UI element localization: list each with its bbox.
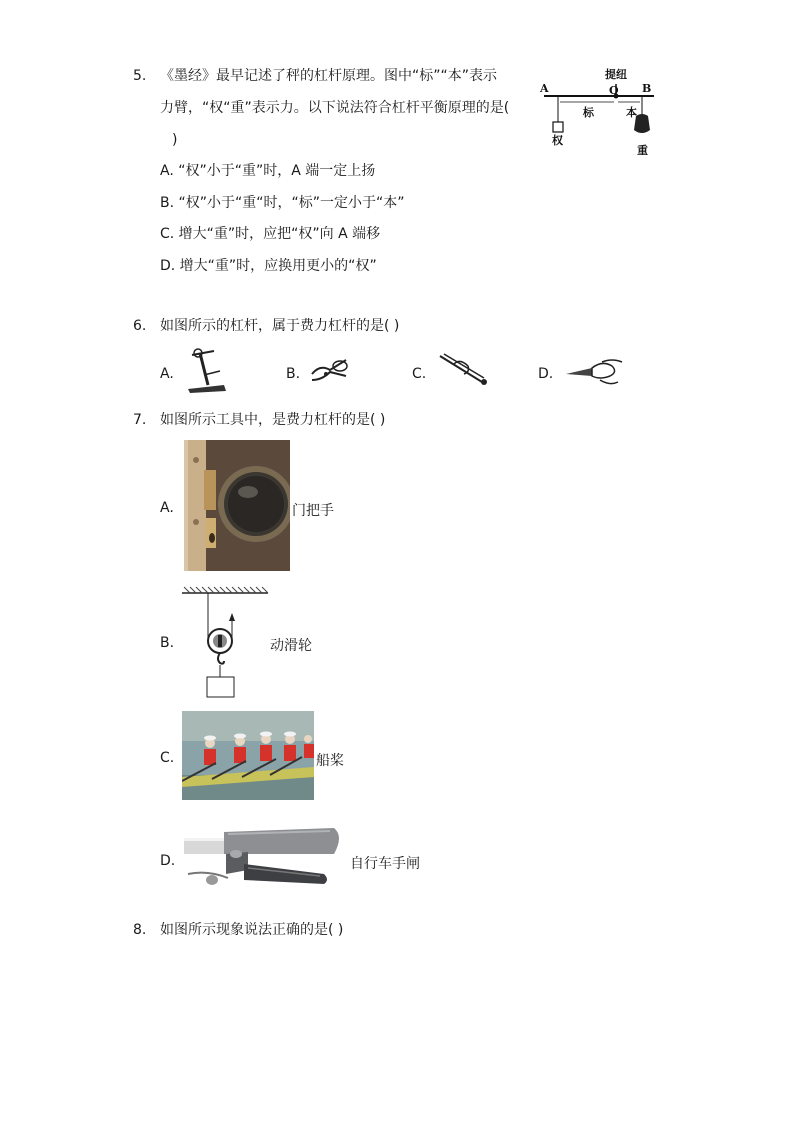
door-knob-photo — [184, 440, 290, 571]
q7-caption-c: 船桨 — [316, 753, 344, 769]
q7-number: 7. — [133, 412, 147, 428]
fig-label-o: O — [609, 84, 619, 97]
q8-number: 8. — [133, 922, 147, 938]
q6-text: 如图所示的杠杆，属于费力杠杆的是( ) — [160, 318, 400, 334]
q5-number: 5. — [133, 68, 147, 84]
q6-d-scissors-image — [562, 356, 626, 388]
q7-option-b[interactable]: B. — [160, 635, 175, 651]
q5-option-b[interactable]: B. “权”小于“重“时，“标”一定小于“本” — [160, 195, 405, 211]
q6-option-c[interactable]: C. — [412, 366, 427, 382]
fig-label-b: B — [642, 82, 652, 95]
q6-option-a[interactable]: A. — [160, 366, 174, 382]
q6-option-d[interactable]: D. — [538, 366, 554, 382]
fig-label-tizu: 提纽 — [605, 68, 627, 81]
q5-option-d[interactable]: D. 增大“重”时，应换用更小的“权” — [160, 258, 377, 274]
fig-label-ben: 本 — [626, 106, 637, 119]
q6-number: 6. — [133, 318, 147, 334]
q6-a-lever-image — [184, 345, 230, 395]
q7-caption-d: 自行车手闸 — [350, 856, 420, 872]
q6-c-tongs-image — [434, 350, 490, 392]
q6-b-pliers-image — [308, 352, 352, 386]
q5-text-line2: 力臂，“权“重”表示力。以下说法符合杠杆平衡原理的是( — [160, 100, 510, 116]
q7-caption-b: 动滑轮 — [270, 638, 312, 654]
q7-option-a[interactable]: A. — [160, 500, 174, 516]
q5-text-line3: ) — [172, 132, 178, 148]
q7-option-c[interactable]: C. — [160, 750, 175, 766]
fig-label-quan: 权 — [552, 134, 563, 147]
bicycle-brake-lever-photo — [184, 824, 344, 902]
q7-option-d[interactable]: D. — [160, 853, 176, 869]
rowing-photo — [182, 711, 314, 800]
q6-option-b[interactable]: B. — [286, 366, 301, 382]
q5-option-a[interactable]: A. “权”小于“重”时，A 端一定上扬 — [160, 163, 376, 179]
q7-caption-a: 门把手 — [292, 503, 334, 519]
fig-label-a: A — [540, 82, 549, 95]
q5-text-line1: 《墨经》最早记述了秤的杠杆原理。图中“标”“本”表示 — [160, 68, 498, 84]
q7-text: 如图所示工具中，是费力杠杆的是( ) — [160, 412, 386, 428]
q8-text: 如图所示现象说法正确的是( ) — [160, 922, 344, 938]
fig-label-zhong: 重 — [637, 144, 648, 157]
q5-option-c[interactable]: C. 增大“重”时，应把“权”向 A 端移 — [160, 226, 381, 242]
movable-pulley-diagram — [180, 585, 272, 703]
fig-label-biao: 标 — [583, 106, 594, 119]
